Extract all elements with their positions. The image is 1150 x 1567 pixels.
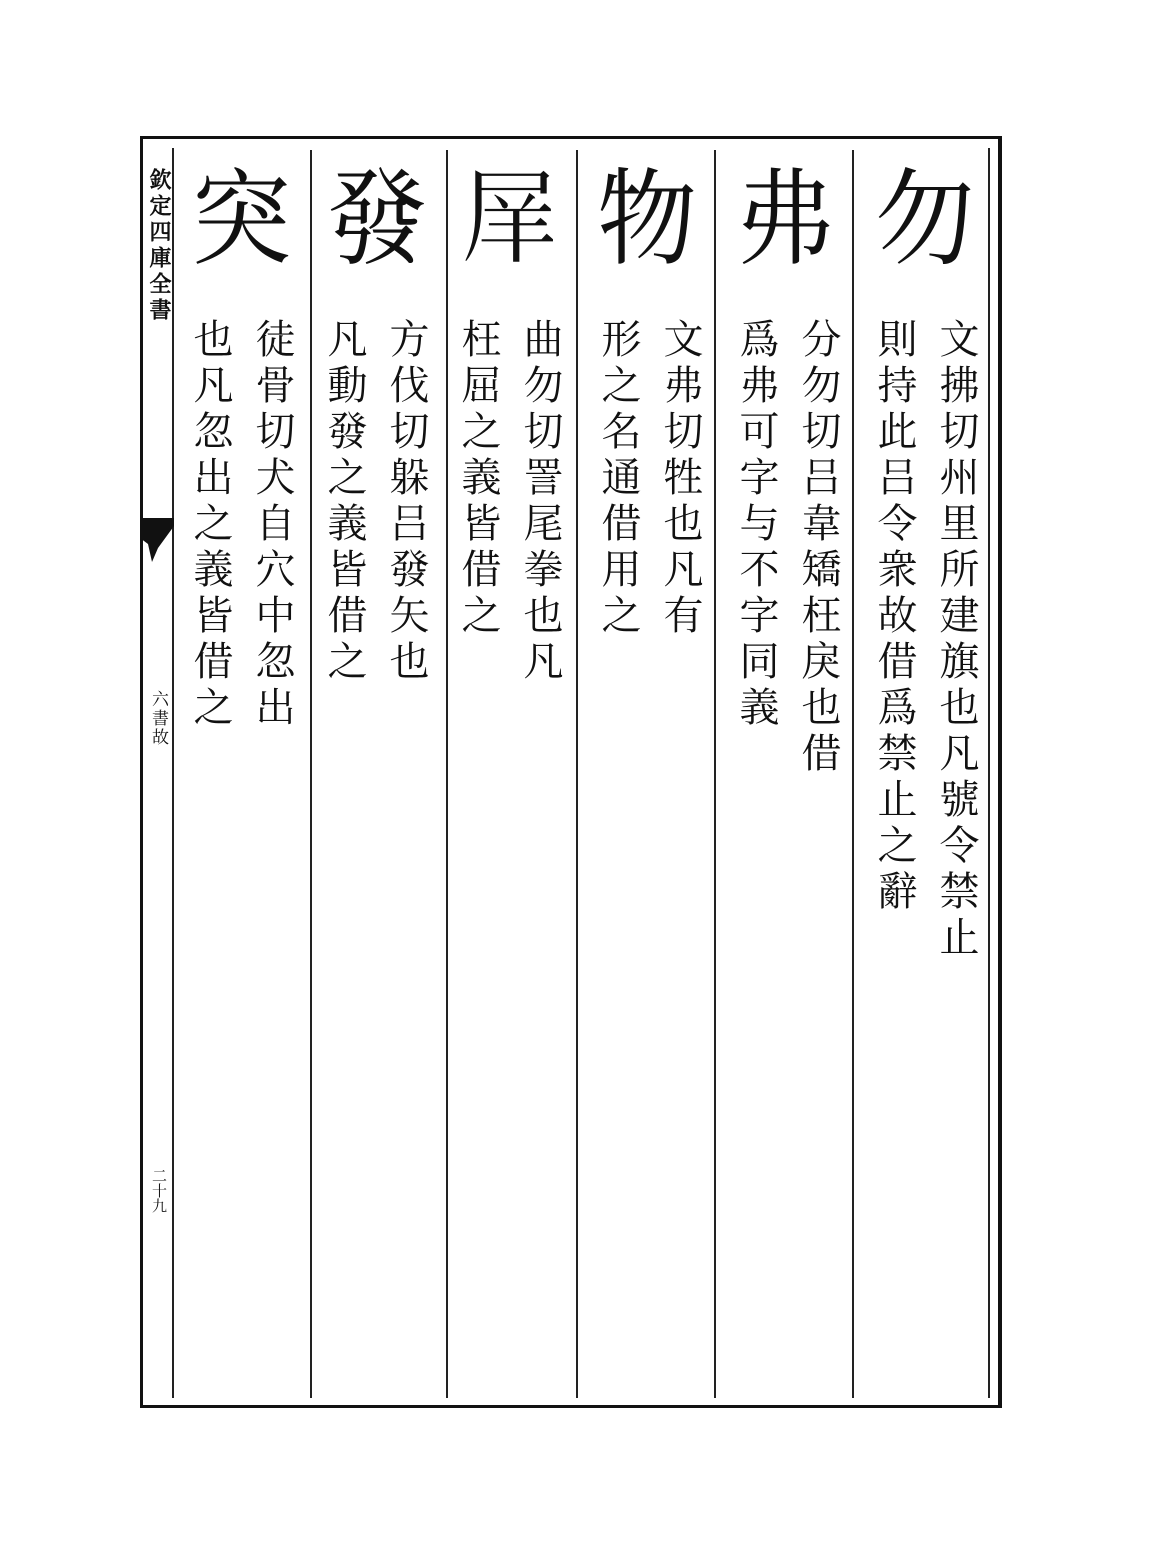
entry-text-line: 也凡忽出之義皆借之 <box>187 318 233 732</box>
fishtail-mark <box>140 518 174 562</box>
entry-text-line: 枉屈之義皆借之 <box>455 318 501 640</box>
entry-text-line: 方伐切躲吕發矢也 <box>383 318 429 686</box>
margin-section-title: 六書故 <box>148 690 168 747</box>
column-rule <box>310 150 312 1398</box>
seal-character: 勿 <box>875 158 975 281</box>
entry-text-line: 曲勿切詈尾拳也凡 <box>517 318 563 686</box>
column-rule <box>852 150 854 1398</box>
seal-character: 𡱝 <box>461 158 561 281</box>
entry-text-line: 則持此吕令衆故借爲禁止之辭 <box>871 318 917 916</box>
entry-text-line: 形之名通借用之 <box>595 318 641 640</box>
margin-page-number: 二十九 <box>150 1168 168 1213</box>
entry-text-line: 文拂切州里所建旗也凡號令禁止 <box>933 318 979 962</box>
column-rule <box>576 150 578 1398</box>
seal-character: 物 <box>597 158 697 281</box>
column-rule <box>714 150 716 1398</box>
entry-text-line: 分勿切吕韋矯枉戾也借 <box>795 318 841 778</box>
entry-text-line: 徒骨切犬自穴中忽出 <box>249 318 295 732</box>
seal-character: 弗 <box>735 158 835 281</box>
entry-text-line: 凡動發之義皆借之 <box>321 318 367 686</box>
entry-text-line: 爲弗可字与不字同義 <box>733 318 779 732</box>
column-rule <box>446 150 448 1398</box>
margin-book-title: 欽定四庫全書 <box>146 168 172 324</box>
entry-text-line: 文弗切牲也凡有 <box>657 318 703 640</box>
seal-character: 發 <box>327 158 427 281</box>
seal-character: 突 <box>191 158 291 281</box>
